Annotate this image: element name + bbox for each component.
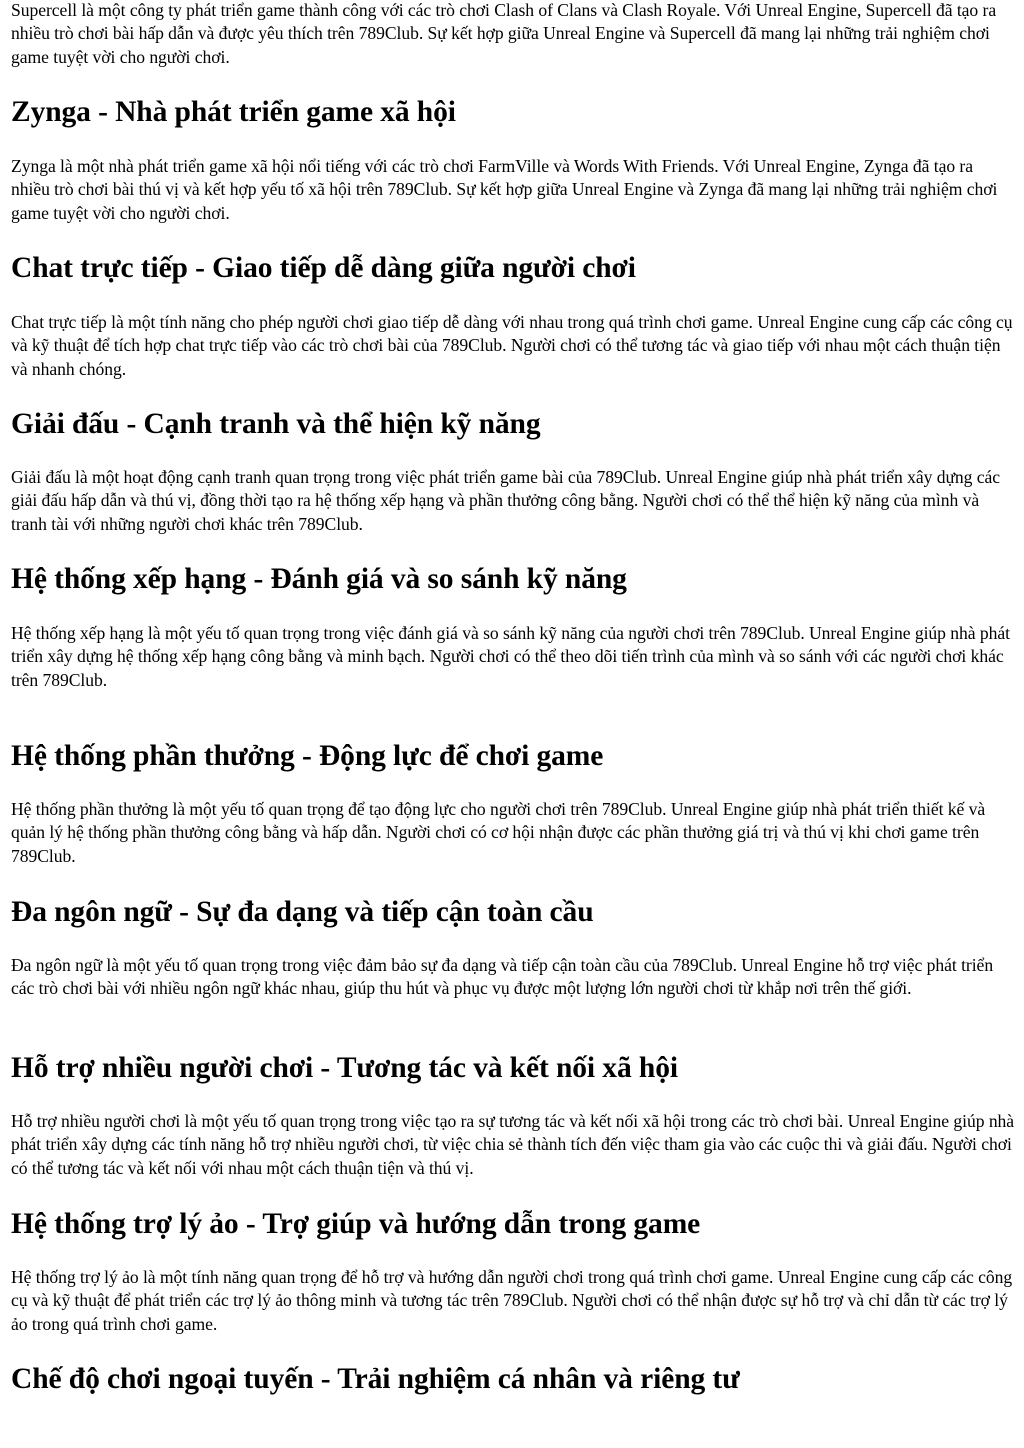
section-paragraph-virtual-assistant: Hệ thống trợ lý ảo là một tính năng quan trọng để hỗ trợ và hướng dẫn người chơi trong quá trình chơi game. Unreal Engine cung cấp các công cụ và kỹ thuật để phát triển các trợ lý ảo thông minh và tương tác trên 789Club. Người chơi có thể nhận được sự hỗ trợ và chỉ dẫn từ các trợ lý ảo trong quá trình chơi game.	[11, 1267, 1013, 1334]
section-heading-live-chat: Chat trực tiếp - Giao tiếp dễ dàng giữa người chơi	[11, 252, 636, 284]
section-heading-tournaments: Giải đấu - Cạnh tranh và thể hiện kỹ năng	[11, 408, 541, 440]
section-paragraph-ranking-system: Hệ thống xếp hạng là một yếu tố quan trọng trong việc đánh giá và so sánh kỹ năng của người chơi trên 789Club. Unreal Engine giúp nhà phát triển xây dựng hệ thống xếp hạng công bằng và minh bạch. Người chơi có thể theo dõi tiến trình của mình và so sánh với các người chơi khác trên 789Club.	[11, 623, 1010, 690]
section-paragraph-multilingual: Đa ngôn ngữ là một yếu tố quan trọng trong việc đảm bảo sự đa dạng và tiếp cận toàn cầu của 789Club. Unreal Engine hỗ trợ việc phát triển các trò chơi bài với nhiều ngôn ngữ khác nhau, giúp thu hút và phục vụ được một lượng lớn người chơi từ khắp nơi trên thế giới.	[11, 955, 994, 999]
section-heading-multiplayer: Hỗ trợ nhiều người chơi - Tương tác và kết nối xã hội	[11, 1052, 678, 1084]
section-heading-virtual-assistant: Hệ thống trợ lý ảo - Trợ giúp và hướng dẫn trong game	[11, 1208, 701, 1240]
section-heading-offline-mode: Chế độ chơi ngoại tuyến - Trải nghiệm cá nhân và riêng tư	[11, 1363, 740, 1395]
section-paragraph-tournaments: Giải đấu là một hoạt động cạnh tranh quan trọng trong việc phát triển game bài của 789Club. Unreal Engine giúp nhà phát triển xây dựng các giải đấu hấp dẫn và thú vị, đồng thời tạo ra hệ thống xếp hạng và phần thưởng công bằng. Người chơi có thể thể hiện kỹ năng của mình và tranh tài với những người chơi khác trên 789Club.	[11, 467, 1001, 534]
intro-paragraph: Supercell là một công ty phát triển game thành công với các trò chơi Clash of Clans và Clash Royale. Với Unreal Engine, Supercell đã tạo ra nhiều trò chơi bài hấp dẫn và được yêu thích trên 789Club. Sự kết hợp giữa Unreal Engine và Supercell đã mang lại những trải nghiệm chơi game tuyệt vời cho người chơi.	[11, 0, 997, 67]
section-heading-zynga: Zynga - Nhà phát triển game xã hội	[11, 96, 456, 128]
section-heading-reward-system: Hệ thống phần thưởng - Động lực để chơi game	[11, 740, 604, 772]
section-paragraph-zynga: Zynga là một nhà phát triển game xã hội nổi tiếng với các trò chơi FarmVille và Words With Friends. Với Unreal Engine, Zynga đã tạo ra nhiều trò chơi bài thú vị và kết hợp yếu tố xã hội trên 789Club. Sự kết hợp giữa Unreal Engine và Zynga đã mang lại những trải nghiệm chơi game tuyệt vời cho người chơi.	[11, 156, 998, 223]
section-paragraph-live-chat: Chat trực tiếp là một tính năng cho phép người chơi giao tiếp dễ dàng với nhau trong quá trình chơi game. Unreal Engine cung cấp các công cụ và kỹ thuật để tích hợp chat trực tiếp vào các trò chơi bài của 789Club. Người chơi có thể tương tác và giao tiếp với nhau một cách thuận tiện và nhanh chóng.	[11, 312, 1013, 379]
section-paragraph-multiplayer: Hỗ trợ nhiều người chơi là một yếu tố quan trọng trong việc tạo ra sự tương tác và kết nối xã hội trong các trò chơi bài. Unreal Engine giúp nhà phát triển xây dựng các tính năng hỗ trợ nhiều người chơi, từ việc chia sẻ thành tích đến việc tham gia vào các cuộc thi và giải đấu. Người chơi có thể tương tác và kết nối với nhau một cách thuận tiện và thú vị.	[11, 1111, 1015, 1178]
section-paragraph-reward-system: Hệ thống phần thưởng là một yếu tố quan trọng để tạo động lực cho người chơi trên 789Club. Unreal Engine giúp nhà phát triển thiết kế và quản lý hệ thống phần thưởng công bằng và hấp dẫn. Người chơi có cơ hội nhận được các phần thưởng giá trị và thú vị khi chơi game trên 789Club.	[11, 799, 986, 866]
section-heading-multilingual: Đa ngôn ngữ - Sự đa dạng và tiếp cận toàn cầu	[11, 896, 594, 928]
section-heading-ranking-system: Hệ thống xếp hạng - Đánh giá và so sánh kỹ năng	[11, 563, 627, 595]
